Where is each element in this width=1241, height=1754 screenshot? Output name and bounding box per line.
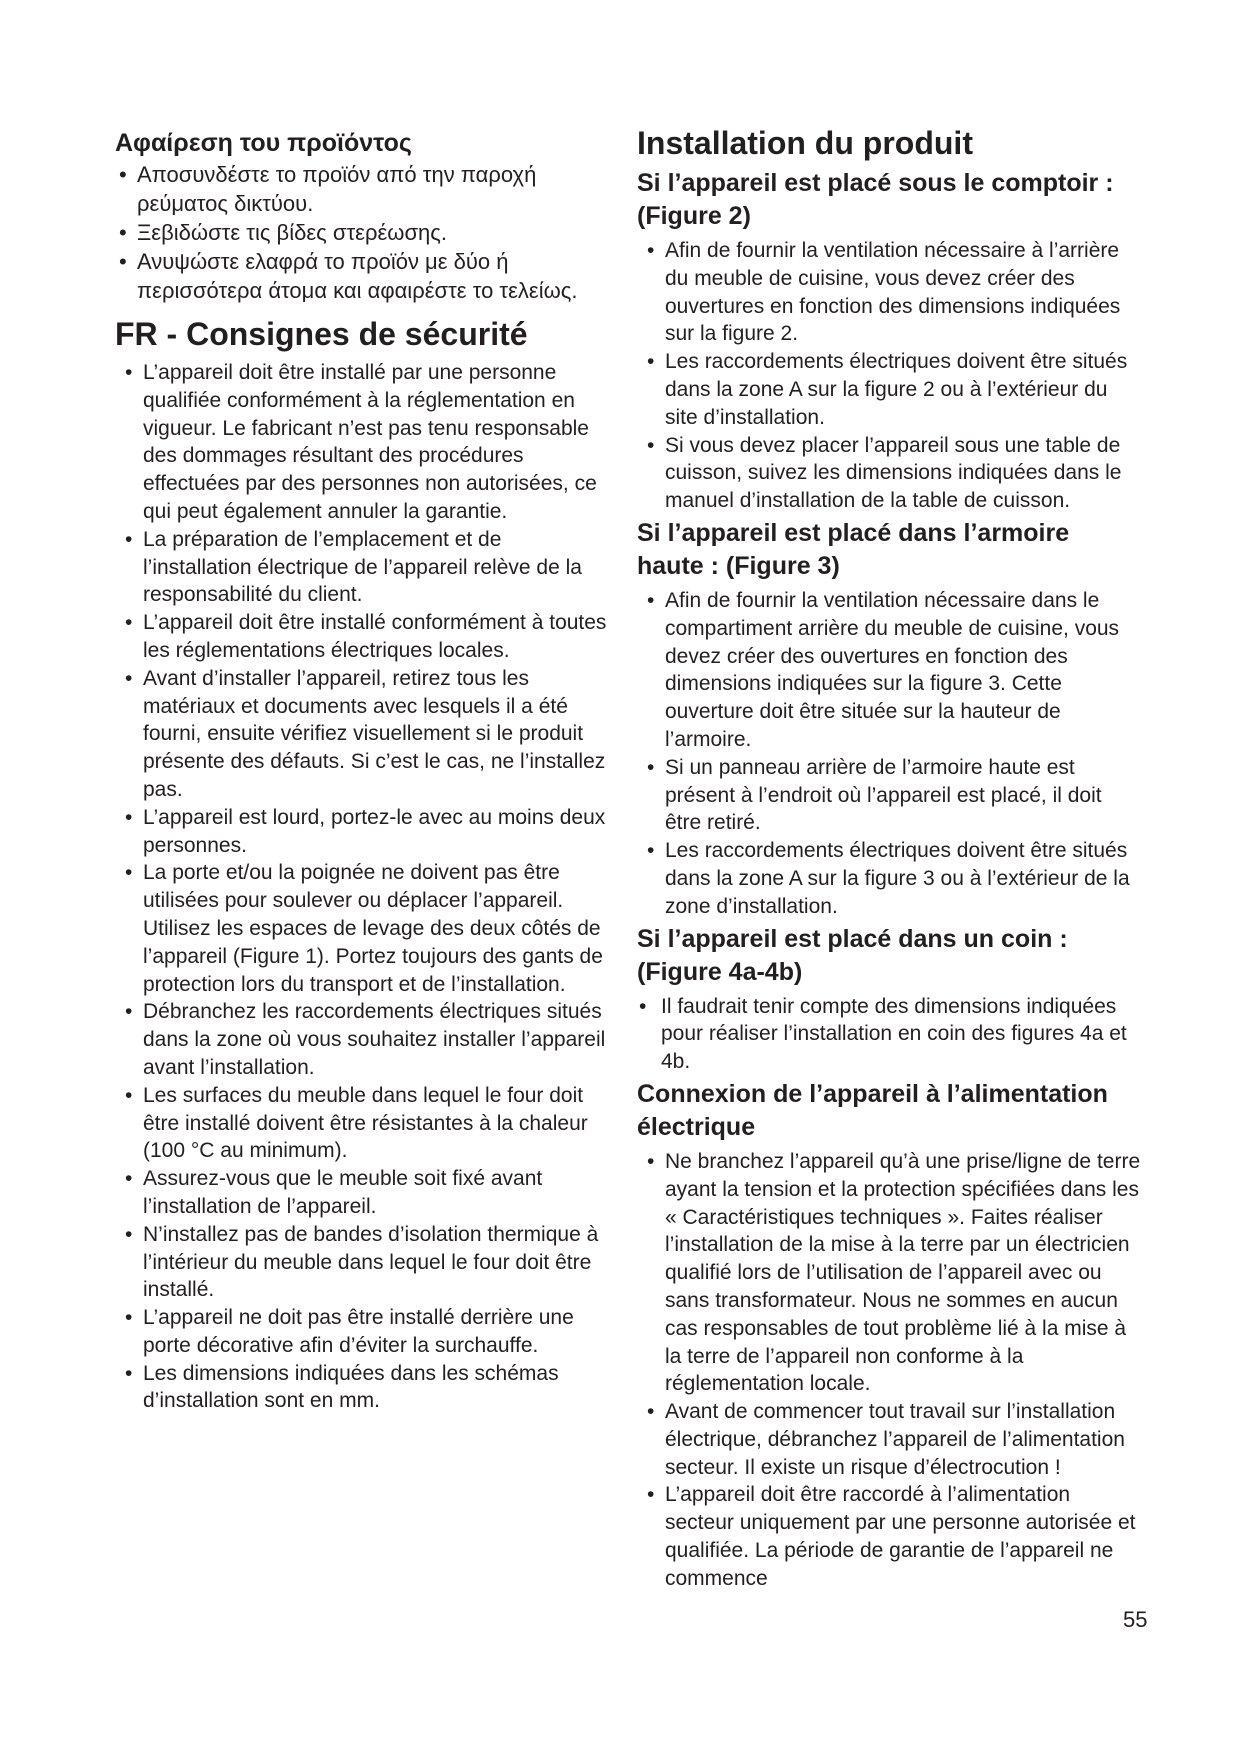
safety-title: FR - Consignes de sécurité: [115, 316, 528, 352]
list-item-text: Ξεβιδώστε τις βίδες στερέωσης.: [137, 220, 447, 245]
list-item: • Afin de fournir la ventilation nécessaire dans le compartiment arrière du meuble de cuisine, vous devez créer des ouvertures en fonction des dimensions indiquées sur la figure 3. Cette ouverture doit être située sur la hauteur de l’armoire.: [647, 588, 1120, 751]
list-item-text: Ne branchez l’appareil qu’à une prise/ligne de terre ayant la tension et la protection spécifiées dans les « Caractéristiques techniques ». Faites réaliser l’installation de la mise à la terre par un électricien qualifié lors de l’utilisation de l’appareil avec ou sans transformateur. Nous ne sommes en aucun cas responsables de tout problème lié à la mise à la terre de l’appareil non conforme à la réglementation locale.: [665, 1149, 1141, 1396]
list-item: • Les raccordements électriques doivent être situés dans la zone A sur la figure 2 ou à l’extérieur du site d’installation.: [647, 350, 1128, 429]
section-list: [637, 1148, 1142, 1593]
list-item-text: Αποσυνδέστε το προϊόν από την παροχή ρεύματος δικτύου.: [137, 162, 537, 216]
section-heading: Si l’appareil est placé dans l’armoire haute : (Figure 3): [637, 518, 1070, 580]
list-item: • Avant de commencer tout travail sur l’installation électrique, débranchez l’appareil de l’alimentation secteur. Il existe un risque d’électrocution !: [647, 1400, 1125, 1479]
list-item-text: L’appareil doit être raccordé à l’alimentation secteur uniquement par une personne autorisée et qualifiée. La période de garantie de l’appareil ne commence: [665, 1483, 1136, 1590]
installation-title: Installation du produit: [637, 125, 973, 161]
section-heading: Si l’appareil est placé sous le comptoir : (Figure 2): [637, 169, 1114, 230]
list-item: • Les raccordements électriques doivent être situés dans la zone A sur la figure 3 ou à l’extérieur de la zone d’installation.: [647, 839, 1130, 918]
list-item-text: Ανυψώστε ελαφρά το προϊόν με δύο ή περισσότερα άτομα και αφαιρέστε το τελείως.: [137, 249, 578, 303]
list-item-text: Débranchez les raccordements électriques situés dans la zone où vous souhaitez installer l’appareil avant l’installation.: [143, 1000, 606, 1079]
list-item: • La porte et/ou la poignée ne doivent pas être utilisées pour soulever ou déplacer l’appareil. Utilisez les espaces de levage des deux côtés de l’appareil (Figure 1). Portez toujours des gants de protection lors du transport et de l’installation.: [125, 861, 603, 996]
list-item-text: L’appareil est lourd, portez-le avec au moins deux personnes.: [143, 805, 606, 857]
section-list: [637, 993, 1142, 1076]
list-item: • L’appareil est lourd, portez-le avec au moins deux personnes.: [125, 805, 606, 857]
safety-list: [115, 359, 615, 1415]
list-item-text: La préparation de l’emplacement et de l’installation électrique de l’appareil relève de la responsabilité du client.: [143, 527, 582, 607]
page-number: 55: [1123, 1607, 1148, 1632]
list-item: • Ξεβιδώστε τις βίδες στερέωσης.: [119, 220, 447, 245]
list-item-text: Avant d’installer l’appareil, retirez tous les matériaux et documents avec lesquels il a été fourni, ensuite vérifiez visuellement si le produit présente des défauts. Si c’est le cas, ne l’installez pas.: [143, 666, 606, 801]
section-heading: Connexion de l’appareil à l’alimentation électrique: [637, 1079, 1108, 1141]
list-item: • Ne branchez l’appareil qu’à une prise/ligne de terre ayant la tension et la protection spécifiées dans les « Caractéristiques techniques ». Faites réaliser l’installation de la mise à la terre par un électricien qualifié lors de l’utilisation de l’appareil avec ou sans transformateur. Nous ne sommes en aucun cas responsables de tout problème lié à la mise à la terre de l’appareil non conforme à la réglementation locale.: [647, 1149, 1141, 1396]
greek-list: [115, 160, 615, 305]
list-item: • L’appareil doit être raccordé à l’alimentation secteur uniquement par une personne autorisée et qualifiée. La période de garantie de l’appareil ne commence: [647, 1483, 1136, 1590]
list-item-text: L’appareil doit être installé par une personne qualifiée conformément à la réglementation en vigueur. Le fabricant n’est pas tenu responsable des dommages résultant des procédures effectuées par des personnes non autorisées, ce qui peut également annuler la garantie.: [143, 361, 597, 523]
list-item: • Ανυψώστε ελαφρά το προϊόν με δύο ή περισσότερα άτομα και αφαιρέστε το τελείως.: [119, 249, 578, 303]
list-item-text: Assurez-vous que le meuble soit fixé avant l’installation de l’appareil.: [143, 1167, 543, 1218]
right-column: [637, 124, 1142, 1593]
list-item-text: Les raccordements électriques doivent être situés dans la zone A sur la figure 2 ou à l’extérieur du site d’installation.: [665, 350, 1128, 429]
list-item-text: Avant de commencer tout travail sur l’installation électrique, débranchez l’appareil de l’alimentation secteur. Il existe un risque d’électrocution !: [665, 1400, 1125, 1479]
list-item-text: Si vous devez placer l’appareil sous une table de cuisson, suivez les dimensions indiquées dans le manuel d’installation de la table de cuisson.: [665, 433, 1122, 513]
section-list: [637, 587, 1142, 921]
list-item: • Avant d’installer l’appareil, retirez tous les matériaux et documents avec lesquels il a été fourni, ensuite vérifiez visuellement si le produit présente des défauts. Si c’est le cas, ne l’installez pas.: [125, 666, 606, 801]
list-item-text: N’installez pas de bandes d’isolation thermique à l’intérieur du meuble dans lequel le four doit être installé.: [143, 1222, 599, 1302]
list-item-text: Il faudrait tenir compte des dimensions indiquées pour réaliser l’installation en coin des figures 4a et 4b.: [661, 994, 1127, 1074]
list-item: • La préparation de l’emplacement et de l’installation électrique de l’appareil relève de la responsabilité du client.: [125, 527, 582, 607]
list-item: • Débranchez les raccordements électriques situés dans la zone où vous souhaitez installer l’appareil avant l’installation.: [125, 1000, 606, 1079]
list-item-text: L’appareil doit être installé conformément à toutes les réglementations électriques locales.: [143, 611, 607, 662]
list-item: • Les surfaces du meuble dans lequel le four doit être installé doivent être résistantes à la chaleur (100 °C au minimum).: [125, 1083, 588, 1163]
list-item-text: Les raccordements électriques doivent être situés dans la zone A sur la figure 3 ou à l’extérieur de la zone d’installation.: [665, 839, 1130, 918]
section-heading: Si l’appareil est placé dans un coin : (Figure 4a-4b): [637, 924, 1068, 986]
list-item: • Si vous devez placer l’appareil sous une table de cuisson, suivez les dimensions indiquées dans le manuel d’installation de la table de cuisson.: [647, 433, 1122, 513]
list-item-text: Afin de fournir la ventilation nécessaire dans le compartiment arrière du meuble de cuisine, vous devez créer des ouvertures en fonction des dimensions indiquées sur la figure 3. Cette ouverture doit être située sur la hauteur de l’armoire.: [665, 588, 1120, 751]
list-item-text: Afin de fournir la ventilation nécessaire à l’arrière du meuble de cuisine, vous devez créer des ouvertures en fonction des dimensions indiquées sur la figure 2.: [665, 239, 1121, 346]
list-item: • Si un panneau arrière de l’armoire haute est présent à l’endroit où l’appareil est placé, il doit être retiré.: [647, 755, 1102, 835]
list-item-text: L’appareil ne doit pas être installé derrière une porte décorative afin d’éviter la surchauffe.: [143, 1306, 574, 1357]
list-item-text: La porte et/ou la poignée ne doivent pas être utilisées pour soulever ou déplacer l’appareil. Utilisez les espaces de levage des deux côtés de l’appareil (Figure 1). Portez toujours des gants de protection lors du transport et de l’installation.: [143, 861, 603, 996]
list-item-text: Si un panneau arrière de l’armoire haute est présent à l’endroit où l’appareil est placé, il doit être retiré.: [665, 755, 1102, 835]
left-column: [115, 124, 615, 1415]
list-item: • L’appareil doit être installé conformément à toutes les réglementations électriques locales.: [125, 611, 607, 662]
list-item: • Les dimensions indiquées dans les schémas d’installation sont en mm.: [125, 1361, 559, 1413]
list-item-text: Les surfaces du meuble dans lequel le four doit être installé doivent être résistantes à la chaleur (100 °C au minimum).: [143, 1083, 588, 1163]
list-item: • L’appareil doit être installé par une personne qualifiée conformément à la réglementation en vigueur. Le fabricant n’est pas tenu responsable des dommages résultant des procédures effectuées par des personnes non autorisées, ce qui peut également annuler la garantie.: [125, 361, 597, 523]
section-list: [637, 237, 1142, 515]
list-item: • Assurez-vous que le meuble soit fixé avant l’installation de l’appareil.: [125, 1167, 543, 1218]
greek-section-title: Αφαίρεση του προϊόντος: [115, 129, 412, 157]
list-item: • N’installez pas de bandes d’isolation thermique à l’intérieur du meuble dans lequel le four doit être installé.: [125, 1222, 599, 1302]
list-item: • Afin de fournir la ventilation nécessaire à l’arrière du meuble de cuisine, vous devez créer des ouvertures en fonction des dimensions indiquées sur la figure 2.: [647, 239, 1121, 346]
list-item: • Αποσυνδέστε το προϊόν από την παροχή ρεύματος δικτύου.: [119, 162, 537, 216]
list-item: • Il faudrait tenir compte des dimensions indiquées pour réaliser l’installation en coin des figures 4a et 4b.: [639, 994, 1127, 1074]
list-item-text: Les dimensions indiquées dans les schémas d’installation sont en mm.: [143, 1361, 559, 1413]
list-item: • L’appareil ne doit pas être installé derrière une porte décorative afin d’éviter la surchauffe.: [125, 1306, 574, 1357]
